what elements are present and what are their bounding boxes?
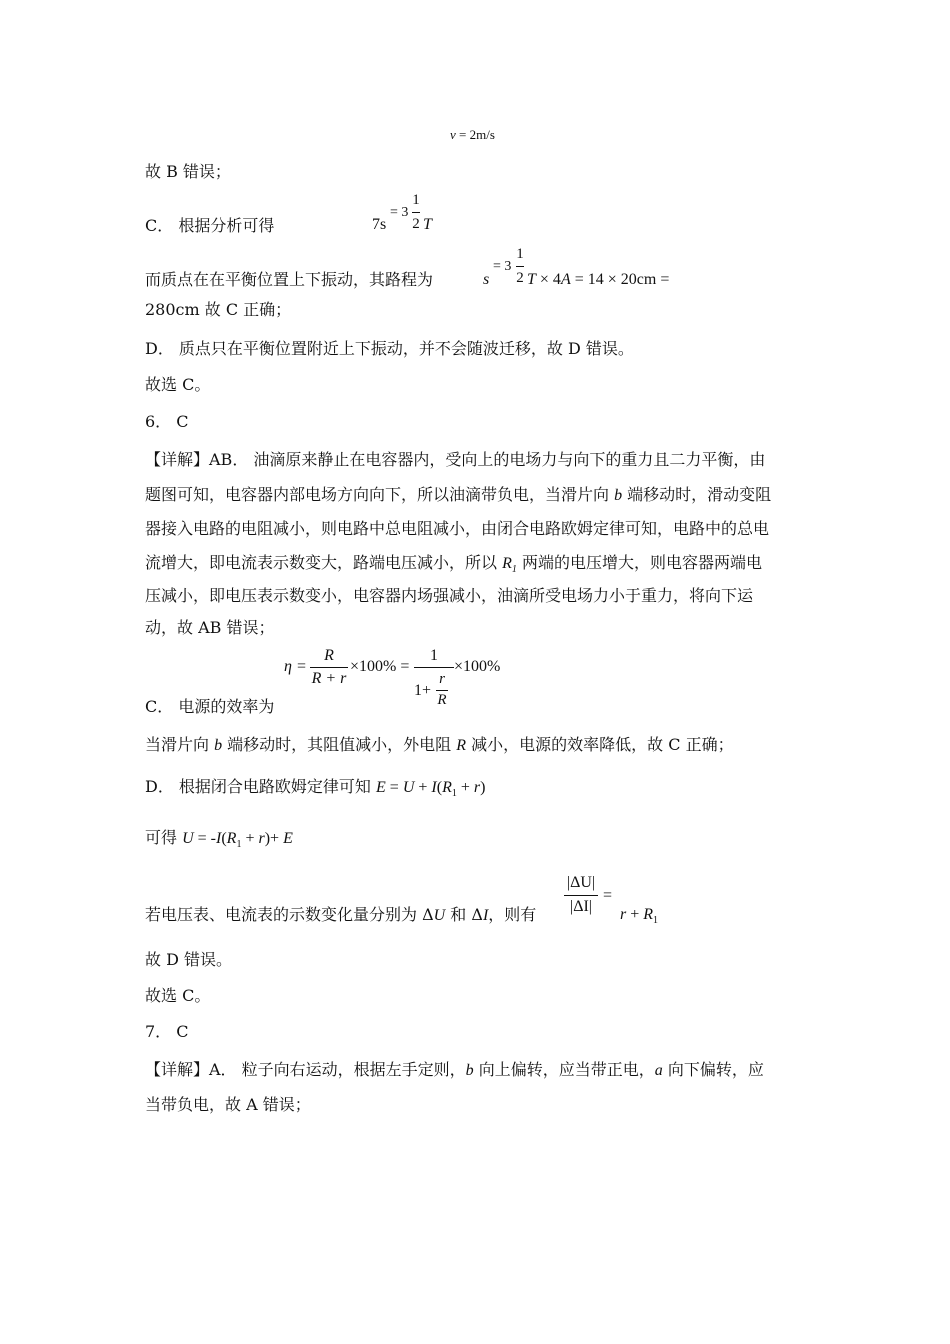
- question-6-answer: 6． C: [145, 412, 189, 431]
- line-delta-ratio: 若电压表、电流表的示数变化量分别为 ΔU 和 ΔI，则有: [145, 905, 537, 924]
- velocity-equation: v = 2m/s: [450, 127, 495, 142]
- detail6-line5: 压减小，即电压表示数变小，电容器内场强减小，油滴所受电场力小于重力，将向下运: [145, 586, 754, 605]
- detail6-line1: 【详解】AB． 油滴原来静止在电容器内，受向上的电场力与向下的重力且二力平衡，由: [145, 450, 766, 469]
- line-280cm: 280cm 故 C 正确；: [145, 300, 292, 319]
- line-c-efficiency: C． 电源的效率为: [145, 697, 275, 716]
- line-path-length: 而质点在在平衡位置上下振动，其路程为: [145, 270, 434, 289]
- line-d-ohm: D． 根据闭合电路欧姆定律可知 $E = U + I(R_1 + r)$: [145, 777, 486, 800]
- detail7-line2: 当带负电，故 A 错误；: [145, 1095, 311, 1114]
- line-c-analysis: C． 根据分析可得: [145, 216, 275, 235]
- line-b-wrong: 故 B 错误；: [145, 162, 231, 181]
- line-d-wave: D． 质点只在平衡位置附近上下振动，并不会随波迁移，故 D 错误。: [145, 339, 634, 358]
- detail6-line6: 动，故 AB 错误；: [145, 618, 275, 637]
- line-slider-efficiency: 当滑片向 b 端移动时，其阻值减小，外电阻 R 减小，电源的效率降低，故 C 正确；: [145, 735, 734, 754]
- detail6-line2: 题图可知，电容器内部电场方向向下，所以油滴带负电，当滑片向 b 端移动时，滑动变阻: [145, 485, 772, 504]
- detail6-line4: 流增大，即电流表示数变大，路端电压减小，所以 $R_1$ 两端的电压增大，则电容器两端电: [145, 553, 762, 576]
- line-choose-6: 故选 C。: [145, 986, 211, 1005]
- line-kede: 可得 $U = -I(R_1 + r)+ E$: [145, 828, 293, 851]
- line-choose-5: 故选 C。: [145, 375, 211, 394]
- detail6-line3: 器接入电路的电阻减小，则电路中总电阻减小，由闭合电路欧姆定律可知，电路中的总电: [145, 519, 770, 538]
- question-7-answer: 7． C: [145, 1022, 189, 1041]
- detail7-line1: 【详解】A． 粒子向右运动，根据左手定则，b 向上偏转，应当带正电，a 向下偏转，应: [145, 1060, 764, 1079]
- line-d-wrong: 故 D 错误。: [145, 950, 233, 969]
